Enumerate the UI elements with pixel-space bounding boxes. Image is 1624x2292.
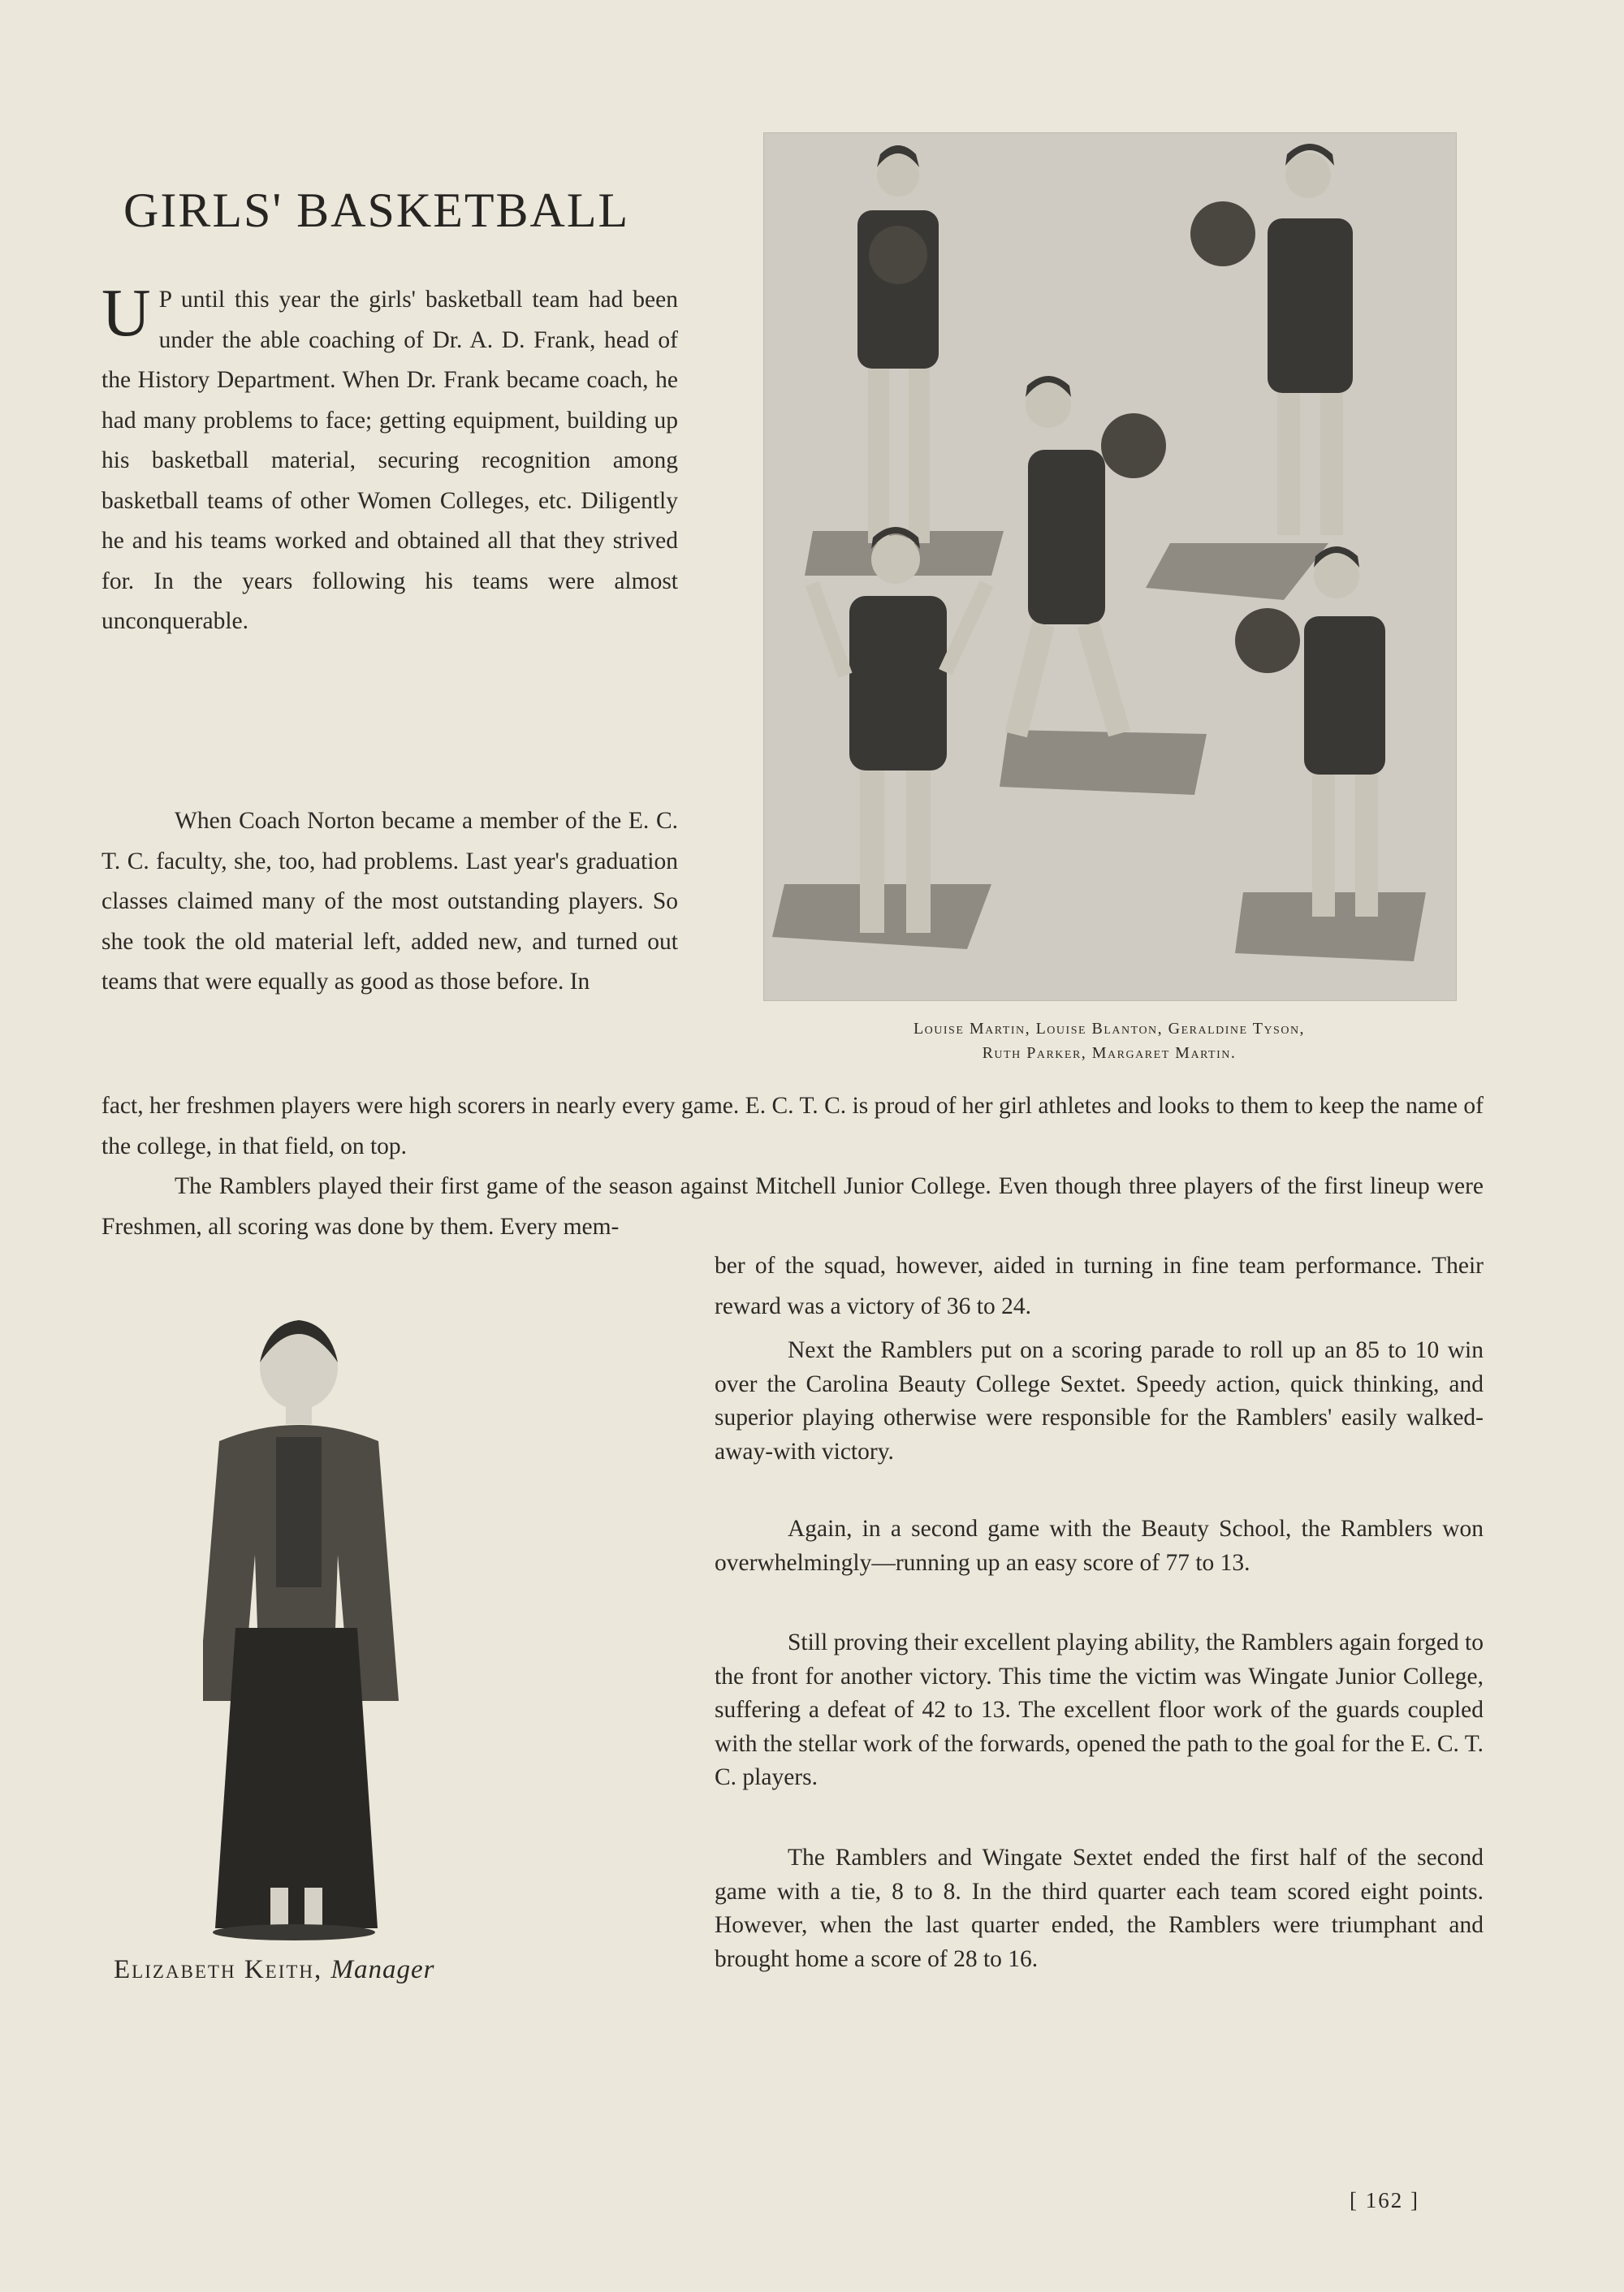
norton-paragraph-wide: fact, her freshmen players were high scorers in nearly every game. E. C. T. C. is proud of her girl athletes and looks to them to keep the name of the college, in that field, on top. <box>102 1093 1484 1159</box>
manager-role: Manager <box>330 1955 435 1984</box>
page-number: [ 162 ] <box>1350 2188 1419 2212</box>
wingate-paragraph: Still proving their excellent playing ability, the Ramblers again forged to the front for another victory. This time the victim was Wingate Junior College, suffering a defeat of 42 to 13. The excellent floor work of the guards coupled with the stellar work of the forwards, opened the path to the goal for the E. C. T. C. players. <box>715 1629 1484 1790</box>
intro-text: P until this year the girls' basketball team had been under the able coaching of Dr. A. D. Frank, head of the History Department. When Dr. Frank became coach, he had many problems to face; getting equipment, building up his basketball material, securing recognition among basketball teams of other Women Colleges, etc. Diligently he and his teams worked and obtained all that they strived for. In the years following his teams were almost unconquerable. <box>102 287 678 634</box>
mitchell-paragraph-wide: The Ramblers played their first game of the season against Mitchell Junior College. Even though three players of the first lineup were Freshmen, all scoring was done by them. Every mem- <box>102 1173 1484 1240</box>
beauty-college-paragraph: Next the Ramblers put on a scoring parade to roll up an 85 to 10 win over the Carolina Beauty College Sextet. Speedy action, quick thinking, and superior playing otherwise were responsible for the Ramblers' easily walked-away-with victory. <box>715 1337 1484 1465</box>
intro-paragraph <box>102 275 678 642</box>
page-title: GIRLS' BASKETBALL <box>123 183 630 237</box>
wingate-second-game-paragraph: The Ramblers and Wingate Sextet ended the first half of the second game with a tie, 8 to 8. In the third quarter each team scored eight points. However, when the last quarter ended, the Ramblers were triumphant and brought home a score of 28 to 16. <box>715 1845 1484 1972</box>
player-shadow <box>1000 730 1207 795</box>
caption-line-1: Louise Martin, Louise Blanton, Geraldine Tyson, <box>913 1020 1306 1038</box>
caption-line-2: Ruth Parker, Margaret Martin. <box>982 1044 1237 1062</box>
norton-paragraph-narrow: When Coach Norton became a member of the E. C. T. C. faculty, she, too, had problems. Last year's graduation classes claimed many of the most outstanding players. So she took the old material left, added new, and turned out teams that were equally as good as those before. In <box>102 808 678 995</box>
manager-name: Elizabeth Keith, <box>114 1955 323 1984</box>
drop-cap: U <box>102 275 151 351</box>
manager-photo <box>203 1315 418 1940</box>
mitchell-paragraph-narrow: ber of the squad, however, aided in turning in fine team performance. Their reward was a victory of 36 to 24. <box>715 1253 1484 1319</box>
manager-caption <box>114 1955 536 1985</box>
team-photo <box>763 132 1457 1001</box>
beauty-school-paragraph: Again, in a second game with the Beauty School, the Ramblers won overwhelmingly—running up an easy score of 77 to 13. <box>715 1516 1484 1576</box>
team-photo-caption <box>763 1017 1455 1065</box>
